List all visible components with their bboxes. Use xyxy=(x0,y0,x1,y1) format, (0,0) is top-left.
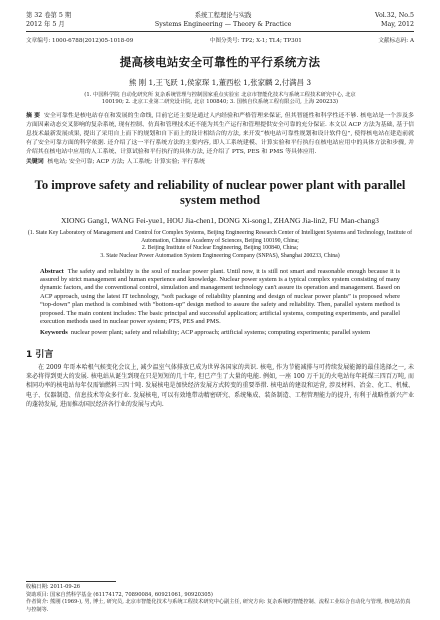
english-abstract-label: Abstract xyxy=(40,267,64,275)
english-authors: XIONG Gang1, WANG Fei-yue1, HOU Jia-chen1, DONG Xi-song1, ZHANG Jia-lin2, FU Man-chang3 xyxy=(61,216,379,226)
running-header xyxy=(26,12,414,29)
header-rule xyxy=(26,31,414,32)
clc-number: 中图分类号: TP2; X-1; TL4; TP301 xyxy=(209,38,302,44)
chinese-authors: 熊 刚 1,王飞跃 1,侯家琛 1,董西松 1,张家麟 2,付满昌 3 xyxy=(128,78,312,87)
chinese-title: 提高核电站安全可靠性的平行系统方法 xyxy=(119,55,321,69)
abstract-text: 安全可靠性是核电站存在和发展的生命线, 目前它还主要是通过人内经验和严格管理来保证, 但其智能性和科学性还不够. 核电站是一个涉及多方面因素动态交叉影响的复杂系统, 现有控制、仿真和管理技术还不能为其生产运行和管理提供安全可靠的充分保证. 本文以 ACP 方法为基础, 基于信息技术最新发展成果, 提出了采用自上而下的规划和自下而上的设计相结合的方法, 来开发“核电站可靠性规划和设计软件包”, 使得核电站在建造前就有了安全可靠方面的科学依据. 还介绍了这一平行系统方法的主要内容, 即人工系统建模、计算实验和平行执行在核电站应用中的具体方法和步骤, 并介绍其在核电站中应用的人工系统、计算试验和平行执行的具体方法, 还介绍了 PTS, PES 和 PMS 等具体应用. xyxy=(26,113,414,155)
chinese-abstract xyxy=(26,112,414,156)
english-abstract-text: The safety and reliability is the soul of nuclear power plant. Until now, it is still not smart and reasonable enough because it is assured by strict management and human experience and knowledge. Nuclear power system is a typical complex system consisting of many dynamic factors, and the conventional control, simulation and management technology can't assure its operation and management. Based on ACP approach, using the latest IT technology, “soft package of reliability planning and design of nuclear power plants” is proposed where “top-down” plan method is combined with “bottom-up” design method to assure the safety and reliability. Then, parallel system method is proposed. The main content includes: The basic principal and successful application; artificial systems, computing experiments, and parallel execution methods used in nuclear power system; PTS, PES and PMS. xyxy=(40,267,400,325)
english-keywords-label: Keywords xyxy=(40,329,68,337)
chinese-affiliations: (1. 中国科学院 自动化研究所 复杂系统管理与控制国家重点实验室 北京市智能化技术与系统工程技术研究中心, 北京 100190; 2. 北京工业第二研究设计院, 北京 100840; 3. 国核自仪系统工程有限公司, 上海 200233) xyxy=(84,92,356,106)
english-keywords xyxy=(26,329,414,337)
article-meta xyxy=(26,36,414,44)
journal-name: 系统工程理论与实践 Systems Engineering — Theory & Practice xyxy=(154,12,292,28)
keywords-label: 关键词 xyxy=(26,159,44,166)
received-date: 收稿日期: 2011-09-26 xyxy=(26,584,81,591)
english-title: To improve safety and reliability of nuclear power plant with parallel system method xyxy=(34,178,406,208)
chinese-keywords xyxy=(26,158,414,167)
footnote-rule xyxy=(26,581,116,582)
article-number: 文章编号: 1000-6788(2012)05-1018-09 xyxy=(26,38,134,44)
author-bio: 作者简介: 熊刚 (1969-), 男, 博士, 研究员, 北京市智能化技术与系统工程技术研究中心副主任, 研究方向: 复杂系统的智能控制、流程工业综合自动化与管理, 核电站仿真与控制等. xyxy=(26,599,411,613)
keywords-text: 核电站; 安全可靠; ACP 方法; 人工系统; 计算实验; 平行系统 xyxy=(47,159,206,166)
english-keywords-text: nuclear power plant; safety and reliability; ACP approach; artificial systems; computing experiments; parallel system xyxy=(70,329,371,337)
funding: 资助项目: 国家自然科学基金 (61174172, 70890084, 60921061, 90920305) xyxy=(26,591,213,598)
volume-info-en: Vol.32, No.5 May, 2012 xyxy=(374,12,414,28)
english-affiliations: (1. State Key Laboratory of Management and Control for Complex Systems, Beijing Engineering Research Center of Intelligent Systems and Technology, Institute of Automation, Chinese Academy of Sciences, Beijing 100190, China; 2. Beijing Institute of Nuclear Engineering, Beijing 100840, China; 3. State Nuclear Power Automation System Engineering Company (SNPAS), Shanghai 200233, China) xyxy=(27,230,413,259)
intro-paragraph: 在 2009 年哥本哈根气候变化会议上, 减少温室气体排放已成为世界各国家的共识. 核电, 作为节能减排与可持续发展能源的最佳选择之一, 未来必将得到更大的发展. 核电站从诞生到现在只是短短的几十年, 但已产生了大量的电能. 例如, 一座 100 万千瓦的火电站每年耗煤三四百万吨, 而相同功率的核电站每年仅需铀燃料三四十吨. 发展核电是加快经济发展方式转变的重要举措. 核电站的建设和运营, 涉及材料、冶金、化工、机械、电子、仪器制造、信息技术等众多行业. 发展核电, 可以有效地带动精密研究、系统集成、装备制造、工程管理能力的提升, 有利于战略性新兴产业的蓬勃发展, 进而推动国民经济各行业的发展与式向. xyxy=(26,363,414,408)
document-code: 文献标志码: A xyxy=(378,38,414,44)
section-heading-intro: 1 引言 xyxy=(26,349,54,360)
english-abstract xyxy=(26,268,414,327)
volume-info: 第 32 卷第 5 期 2012 年 5 月 xyxy=(26,12,72,28)
abstract-label: 摘 要 xyxy=(26,113,41,120)
footnote xyxy=(26,581,414,614)
